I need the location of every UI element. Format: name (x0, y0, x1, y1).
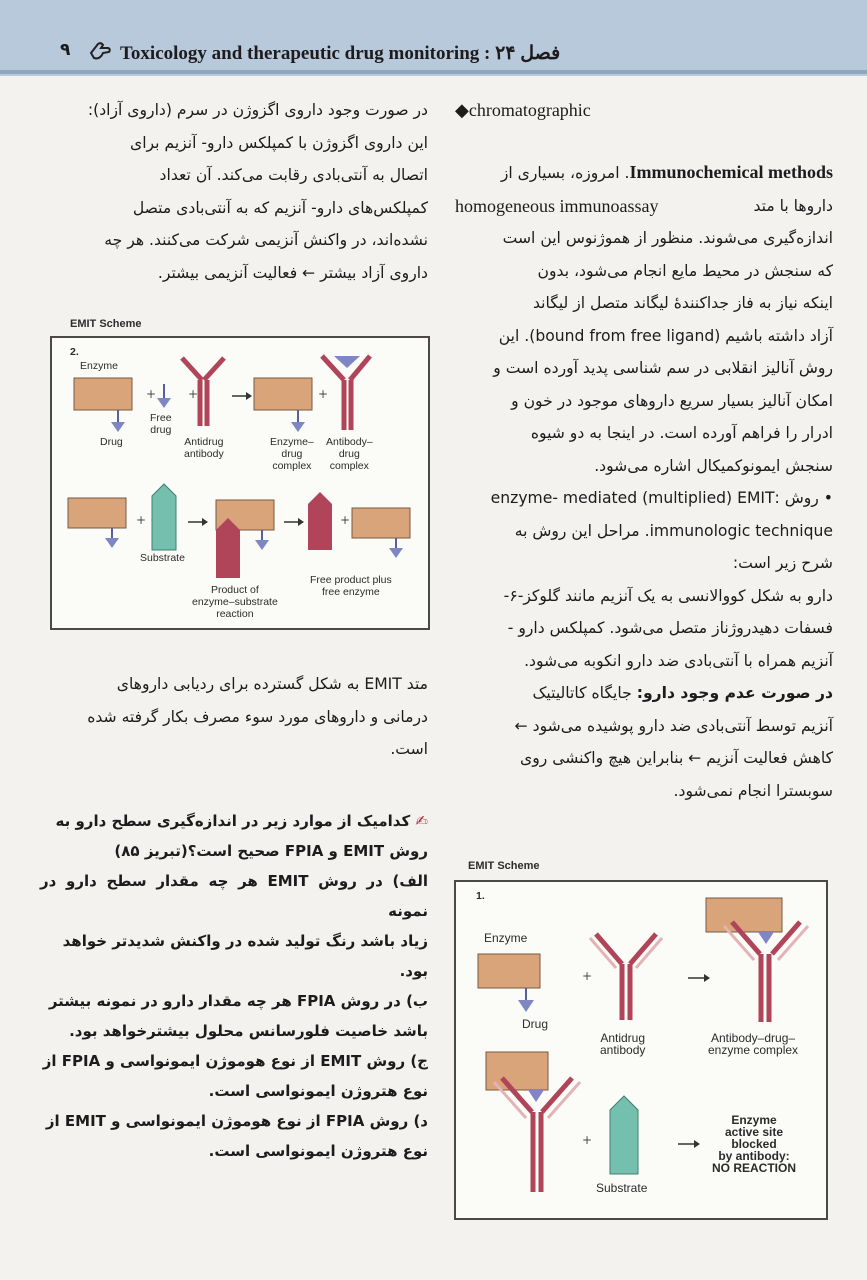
immunochemical-term: Immunochemical methods (629, 162, 833, 182)
chapter-title: Toxicology and therapeutic drug monitoring : ۲۴ فصل (120, 43, 561, 64)
option-line: بود. (399, 962, 428, 980)
fig1-complex-label: Antibody–drug– enzyme complex (708, 1031, 799, 1057)
text-line: آنزیم توسط آنتی‌بادی ضد دارو پوشیده می‌شود ← (514, 716, 833, 735)
fig2-antidrug-label: Antidrug antibody (184, 436, 224, 460)
page-number: ۹ (60, 40, 71, 60)
figure2-caption: EMIT Scheme (70, 318, 142, 330)
bullet-diamond-icon: ◆ (455, 100, 469, 120)
text-line: امکان آنالیز بسیار سریع داروهای موجود در خون و (511, 391, 833, 410)
text-line: اینکه نیاز به فاز جداکنندهٔ لیگاند متصل از لیگاند (532, 294, 833, 312)
figure2-emit-scheme (50, 336, 430, 630)
question-block (40, 806, 428, 1166)
text-line: داروها با متد (753, 196, 833, 215)
fig2-substrate-label: Substrate (140, 552, 185, 564)
text-line: آزاد داشته باشیم (bound from free ligand). این (498, 326, 833, 345)
header-rule (0, 70, 867, 74)
text-line: در صورت وجود داروی اگزوژن در سرم (داروی آزاد): (87, 101, 428, 119)
svg-text:+: + (188, 387, 199, 401)
question-line: کدامیک از موارد زیر در اندازه‌گیری سطح دارو به (55, 812, 411, 830)
fig2-product-label: Product of enzyme–substrate reaction (192, 584, 278, 620)
fig1-drug-label: Drug (522, 1017, 549, 1031)
text-line: متد EMIT به شکل گسترده برای ردیابی داروهای (116, 675, 428, 693)
svg-text:+: + (582, 969, 593, 983)
option-line: نوع هتروژن ایمونواسی است. (208, 1082, 428, 1100)
text-line: ادرار را فراهم آورده است. در اینجا به دو شیوه (530, 424, 833, 442)
svg-text:+: + (582, 1133, 593, 1147)
text-line: این داروی اگزوژن با کمپلکس دارو- آنزیم برای (130, 133, 428, 152)
figure1-caption: EMIT Scheme (468, 860, 540, 872)
bold-heading: در صورت عدم وجود دارو: (636, 684, 833, 702)
text-line: شرح زیر است: (732, 554, 833, 572)
option-line: ج) روش EMIT از نوع هوموژن ایمونواسی و FPIA از (42, 1052, 428, 1070)
question-line: روش EMIT و FPIA صحیح است؟(تبریز ۸۵) (114, 842, 428, 860)
fig2-drug-label: Drug (100, 436, 123, 448)
fig2-free-product-label: Free product plus free enzyme (310, 574, 392, 598)
text-line: homogeneous immunoassay (455, 195, 659, 216)
text-line: نشده‌اند، در واکنش آنزیمی شرکت می‌کنند. هر چه (104, 231, 428, 249)
text-line: immunologic technique. مراحل این روش به (514, 521, 833, 540)
option-line: الف) در روش EMIT هر چه مقدار سطح دارو در نمونه (40, 872, 428, 920)
option-line: ب) در روش FPIA هر چه مقدار دارو در نمونه بیشتر (48, 992, 428, 1010)
text-line: • روش :enzyme- mediated (multiplied) EMIT (490, 489, 833, 507)
text-line: دارو به شکل کووالانسی به یک آنزیم مانند گلوکز-۶- (503, 586, 833, 605)
fig1-substrate-label: Substrate (596, 1181, 648, 1195)
text-line: . امروزه، بسیاری از (500, 164, 630, 182)
text-line: که سنجش در محیط مایع انجام می‌شود، بدون (537, 261, 833, 280)
option-line: زیاد باشد رنگ تولید شده در واکنش شدیدتر خواهد (62, 932, 428, 950)
fig1-antidrug-label: Antidrug antibody (600, 1031, 646, 1057)
hand-pointer-icon (88, 40, 112, 62)
text-line: سوبسترا انجام نمی‌شود. (673, 781, 833, 800)
text-line: اندازه‌گیری می‌شوند. منظور از هموژنوس این است (502, 229, 833, 247)
exogenous-drug-paragraph (40, 94, 428, 289)
svg-text:+: + (340, 513, 351, 527)
text-line: آنزیم همراه با آنتی‌بادی ضد دارو انکوبه می‌شود. (524, 651, 833, 670)
figure1-number: 1. (476, 890, 485, 902)
fig2-enzyme-label: Enzyme (80, 360, 118, 372)
text-line: سنجش ایمونوکمیکال اشاره می‌شود. (594, 456, 833, 475)
text-line: درمانی و داروهای مورد سوء مصرف بکار گرفته شده (87, 707, 428, 726)
figure2-number: 2. (70, 346, 79, 358)
text-line: داروی آزاد بیشتر ← فعالیت آنزیمی بیشتر. (157, 263, 428, 282)
option-line: نوع هتروژن ایمونواسی است. (208, 1142, 428, 1160)
pencil-icon: ✍ (415, 812, 428, 830)
fig1-enzyme-label: Enzyme (484, 931, 528, 945)
text-line: روش آنالیز انقلابی در سم شناسی پدید آورده است و (493, 359, 833, 377)
emit-usage-paragraph (40, 668, 428, 766)
svg-text:+: + (318, 387, 329, 401)
text-line: کاهش فعالیت آنزیم ← بنابراین هیچ واکنشی روی (520, 749, 833, 767)
figure1-emit-scheme (454, 880, 828, 1220)
option-line: باشد خاصیت فلورسانس محلول بیشترخواهد بود. (69, 1022, 428, 1040)
fig1-blocked-label: Enzyme active site blocked by antibody: NO REACTION (712, 1113, 796, 1175)
svg-text:+: + (146, 387, 157, 401)
right-column (455, 94, 833, 126)
fig2-enzyme-drug-complex-label: Enzyme– drug complex (270, 436, 314, 472)
text-line: است. (390, 740, 428, 758)
option-line: د) روش FPIA از نوع هوموژن ایمونواسی و EMIT از (45, 1112, 428, 1130)
text-line: جایگاه کاتالیتیک (532, 684, 637, 702)
fig2-antibody-drug-complex-label: Antibody– drug complex (326, 436, 373, 472)
immunochemical-paragraph (455, 156, 833, 807)
text-line: فسفات دهیدروژناز متصل می‌شود. کمپلکس دارو - (507, 619, 833, 637)
text-line: کمپلکس‌های دارو- آنزیم که به آنتی‌بادی متصل (132, 198, 428, 217)
chromatographic-heading: chromatographic (468, 100, 591, 120)
text-line: اتصال به آنتی‌بادی رقابت می‌کند. آن تعداد (159, 166, 428, 184)
svg-text:+: + (136, 513, 147, 527)
fig2-free-drug-label: Free drug (150, 412, 172, 436)
